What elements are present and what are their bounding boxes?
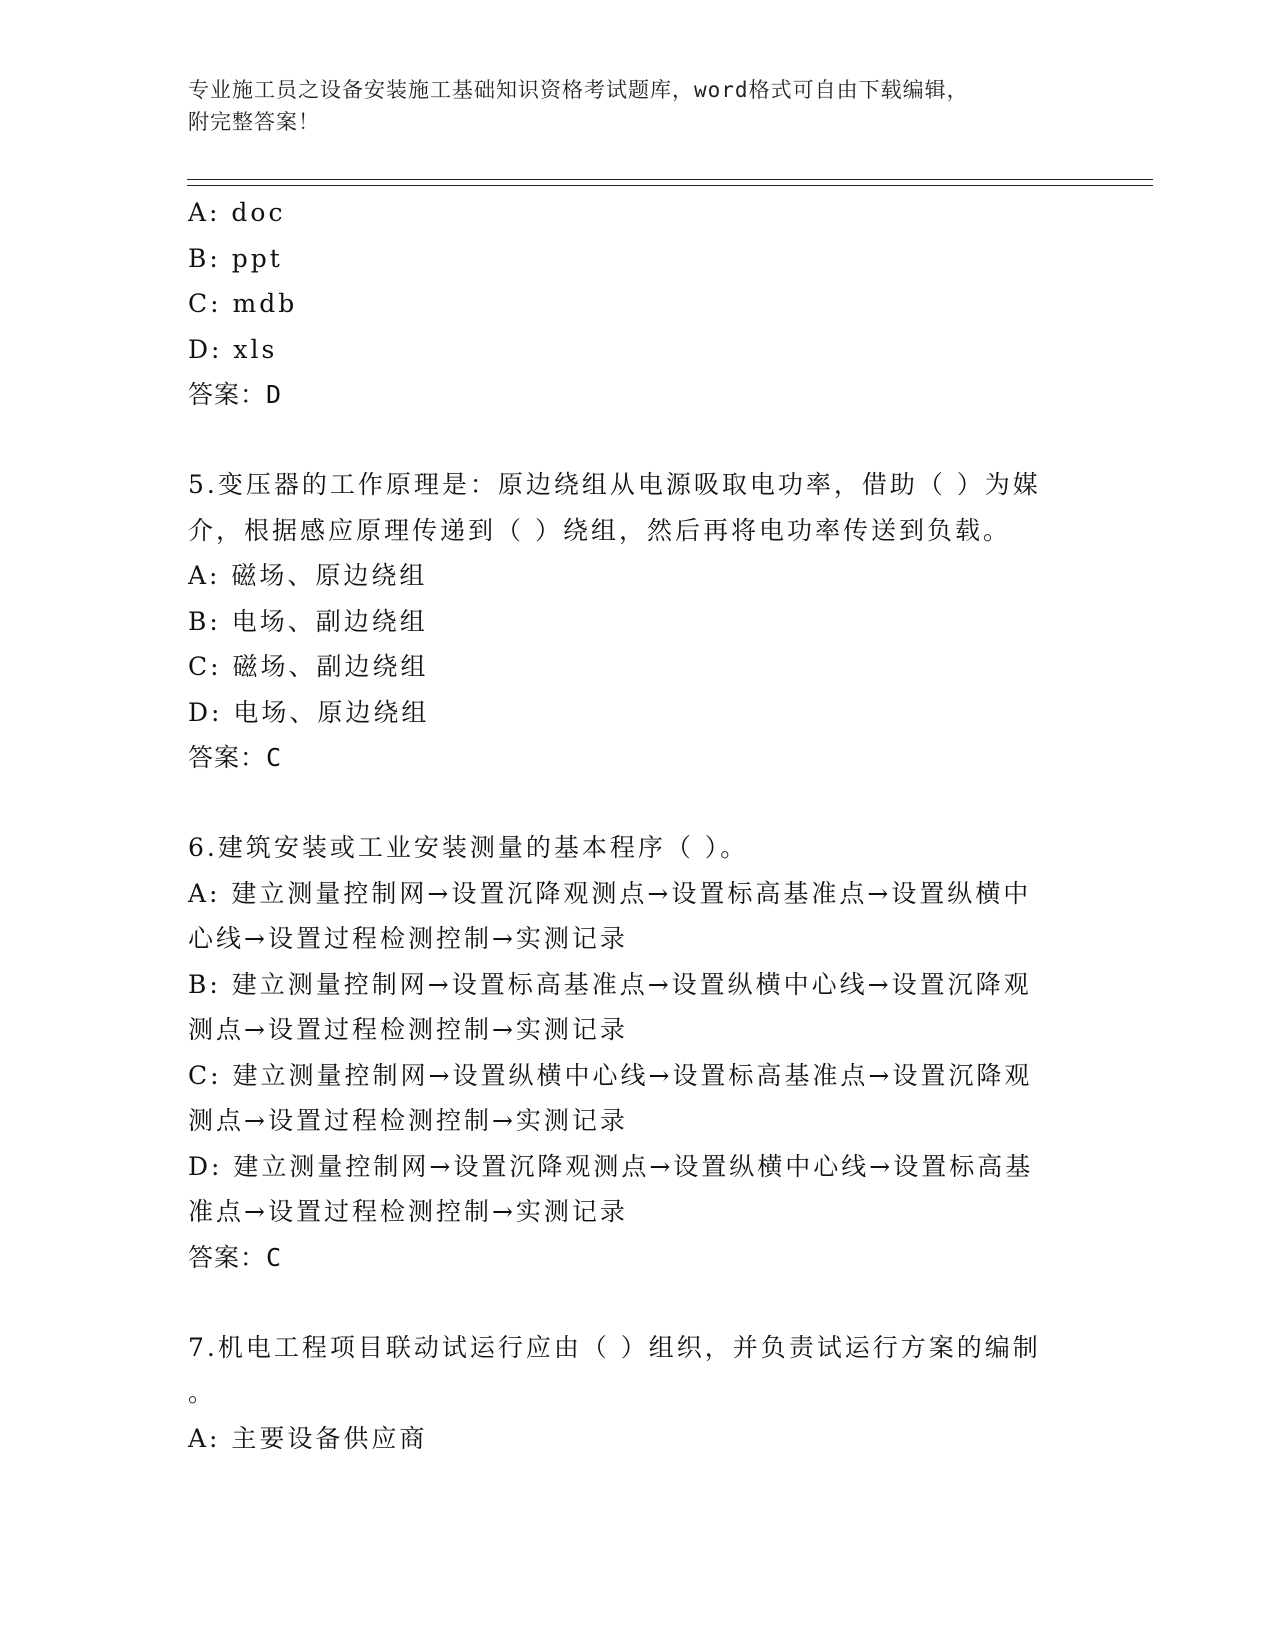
spacer	[188, 1280, 1068, 1325]
option-b: B: ppt	[188, 243, 283, 273]
option-d: D: xls	[188, 334, 278, 364]
question-7	[188, 1325, 1068, 1462]
option-a-continued: 心线→设置过程检测控制→实测记录	[188, 924, 628, 953]
question-6	[188, 825, 1068, 1280]
header-line-2: 附完整答案！	[188, 110, 320, 134]
option-c: C: 磁场、副边绕组	[188, 652, 429, 681]
question-stem: 5.变压器的工作原理是：原边绕组从电源吸取电功率，借助（ ）为媒	[188, 470, 1041, 499]
answer: 答案：C	[188, 1242, 283, 1272]
spacer	[188, 417, 1068, 462]
option-d-continued: 准点→设置过程检测控制→实测记录	[188, 1197, 628, 1226]
answer: 答案：D	[188, 380, 283, 409]
option-a: A: 磁场、原边绕组	[188, 561, 428, 590]
option-c-continued: 测点→设置过程检测控制→实测记录	[188, 1106, 628, 1135]
option-a: A: doc	[188, 198, 286, 227]
option-b: B: 建立测量控制网→设置标高基准点→设置纵横中心线→设置沉降观	[188, 969, 1032, 999]
question-4	[188, 190, 1068, 417]
document-header	[188, 74, 1068, 138]
option-d: D: 建立测量控制网→设置沉降观测点→设置纵横中心线→设置标高基	[188, 1151, 1034, 1181]
question-list	[188, 190, 1068, 1461]
question-stem: 6.建筑安装或工业安装测量的基本程序（ ）。	[188, 833, 749, 862]
answer: 答案：C	[188, 743, 283, 772]
option-b: B: 电场、副边绕组	[188, 606, 428, 636]
question-stem: 。	[188, 1378, 217, 1407]
option-a: A: 主要设备供应商	[188, 1423, 428, 1453]
question-stem: 7.机电工程项目联动试运行应由（ ）组织，并负责试运行方案的编制	[188, 1332, 1041, 1362]
option-d: D: 电场、原边绕组	[188, 697, 430, 727]
question-stem: 介，根据感应原理传递到（ ）绕组，然后再将电功率传送到负载。	[188, 515, 1011, 545]
spacer	[188, 780, 1068, 825]
option-c: C: mdb	[188, 289, 298, 318]
header-line-1: 专业施工员之设备安装施工基础知识资格考试题库，word格式可自由下载编辑，	[188, 78, 969, 102]
option-b-continued: 测点→设置过程检测控制→实测记录	[188, 1015, 628, 1044]
header-divider	[187, 179, 1153, 186]
option-a: A: 建立测量控制网→设置沉降观测点→设置标高基准点→设置纵横中	[188, 878, 1032, 908]
question-5	[188, 462, 1068, 780]
option-c: C: 建立测量控制网→设置纵横中心线→设置标高基准点→设置沉降观	[188, 1060, 1033, 1090]
